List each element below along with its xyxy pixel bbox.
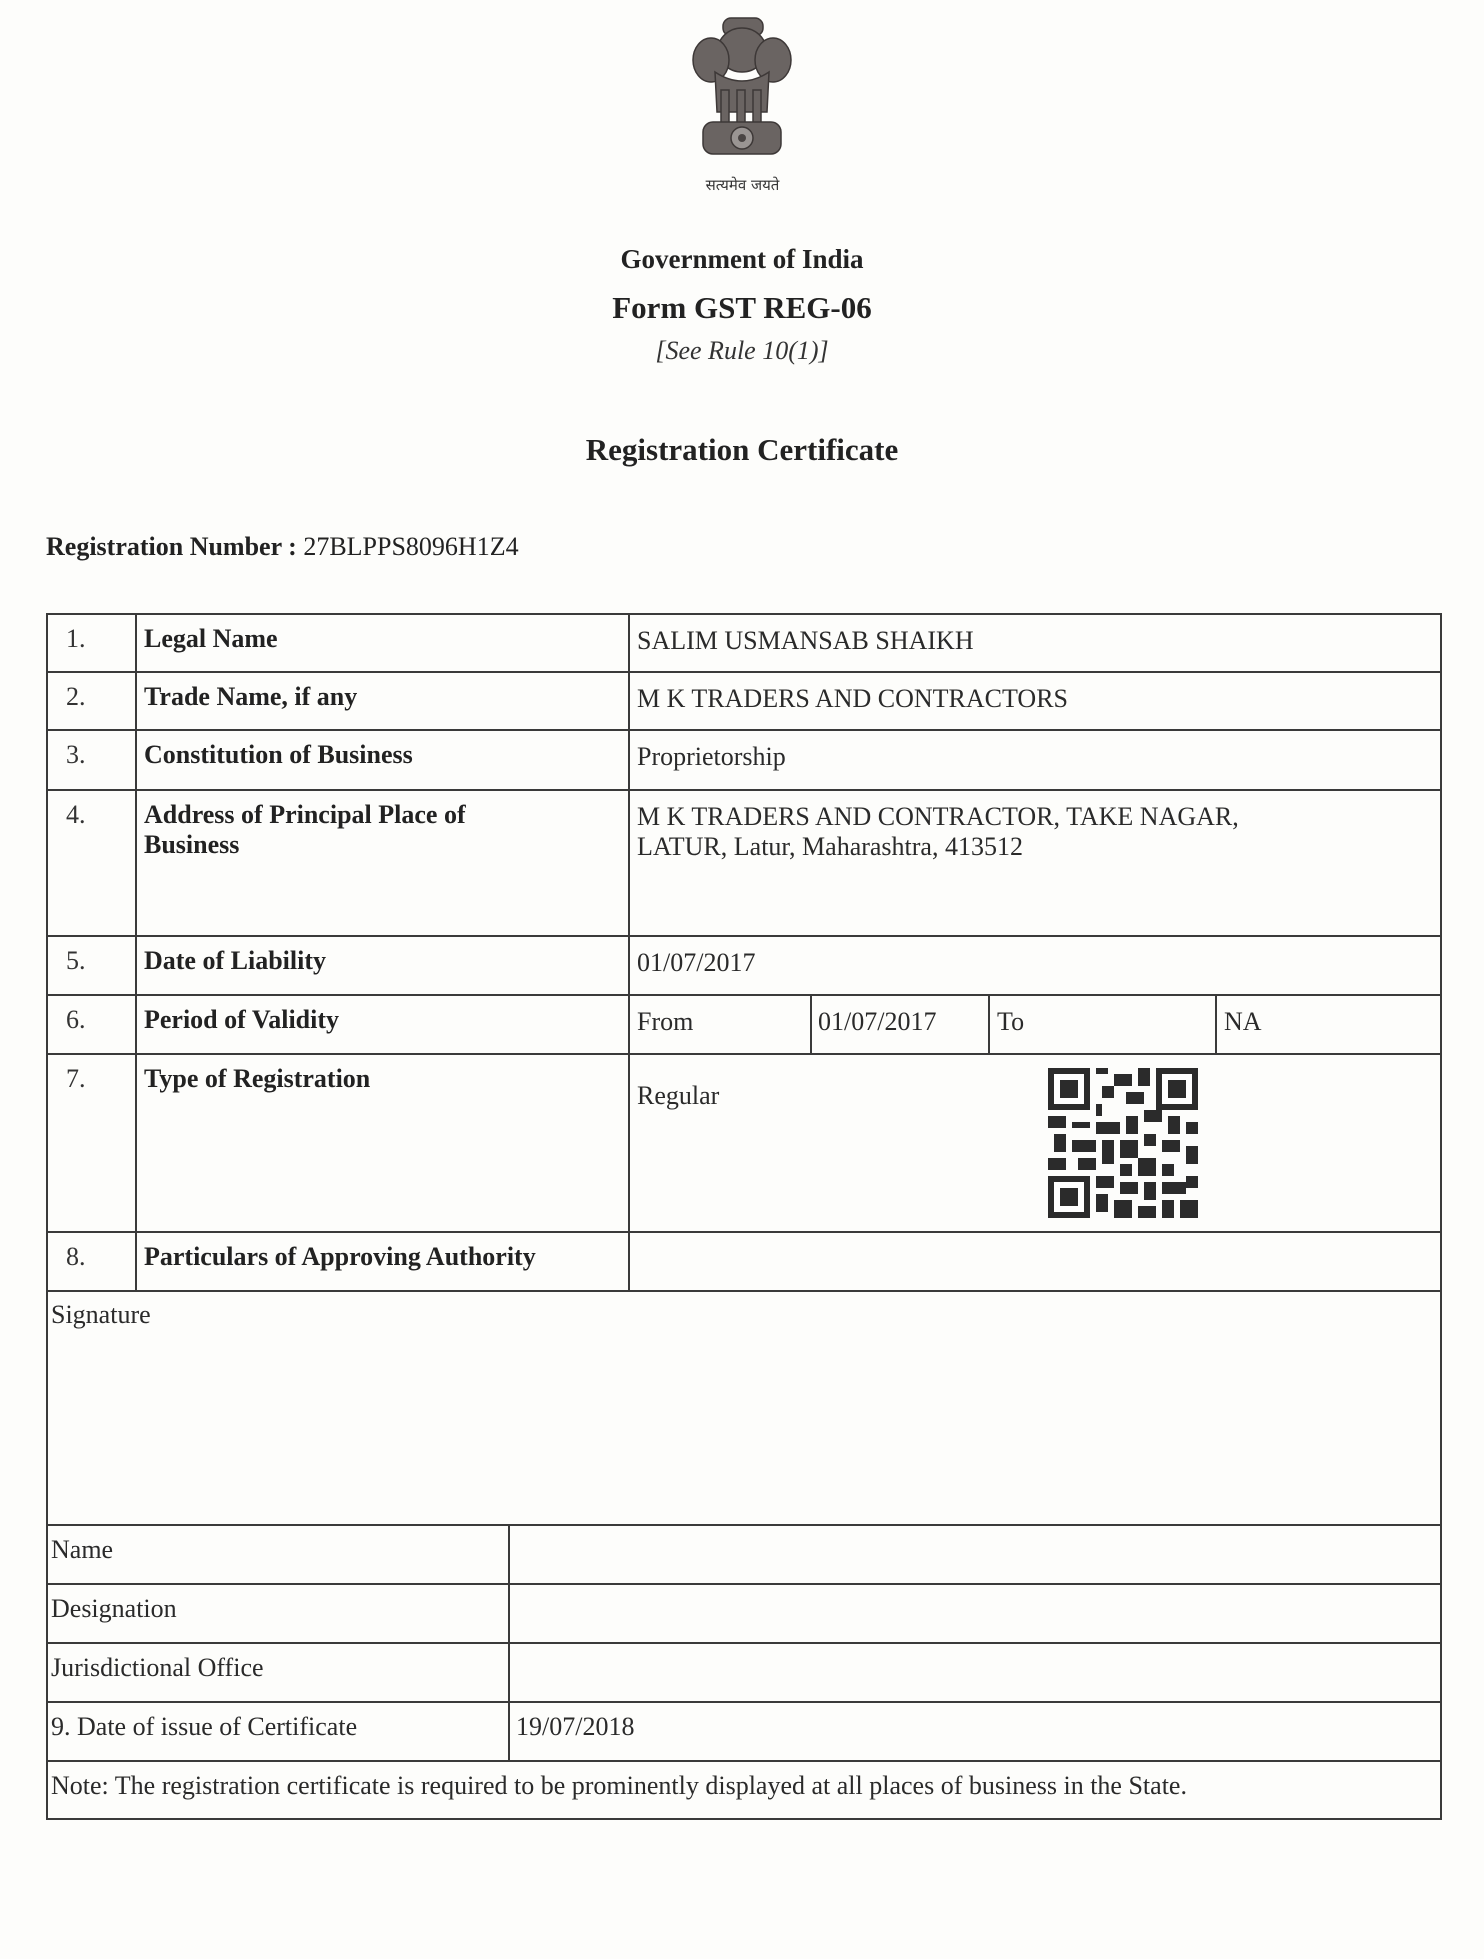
- form-title: Form GST REG-06: [612, 290, 872, 325]
- row-divider: [46, 1053, 1442, 1055]
- col-divider: [1215, 994, 1217, 1055]
- table-border: [1440, 613, 1442, 1820]
- row-number: 2.: [66, 682, 86, 711]
- national-emblem-icon: [685, 10, 800, 170]
- constitution-label: Constitution of Business: [144, 740, 413, 769]
- validity-from-value: 01/07/2017: [818, 1007, 937, 1036]
- registration-type-label: Type of Registration: [144, 1064, 371, 1093]
- validity-from-label: From: [637, 1007, 694, 1036]
- row-number: 6.: [66, 1005, 86, 1034]
- row-number: 3.: [66, 740, 86, 769]
- approving-authority-label: Particulars of Approving Authority: [144, 1242, 536, 1271]
- col-divider: [135, 613, 137, 1292]
- address-label: Address of Principal Place of Business: [144, 800, 466, 859]
- row-number: 1.: [66, 624, 86, 653]
- trade-name-label: Trade Name, if any: [144, 682, 358, 711]
- qr-code-icon: [1048, 1068, 1198, 1218]
- row-number: 4.: [66, 800, 86, 829]
- validity-to-label: To: [997, 1007, 1025, 1036]
- col-divider: [988, 994, 990, 1055]
- row-divider: [46, 935, 1442, 937]
- liability-date-value: 01/07/2017: [637, 948, 756, 977]
- validity-label: Period of Validity: [144, 1005, 340, 1034]
- issue-date-label: 9. Date of issue of Certificate: [51, 1712, 358, 1741]
- col-divider: [628, 613, 630, 1292]
- registration-number-label: Registration Number :: [46, 532, 297, 561]
- row-divider: [46, 1290, 1442, 1292]
- legal-name-value: SALIM USMANSAB SHAIKH: [637, 626, 974, 655]
- registration-number: [46, 532, 519, 562]
- row-divider: [46, 729, 1442, 731]
- constitution-value: Proprietorship: [637, 742, 786, 771]
- row-number: 7.: [66, 1064, 86, 1093]
- row-divider: [46, 1701, 1442, 1703]
- registration-number-value: 27BLPPS8096H1Z4: [303, 532, 519, 561]
- address-value-line2: LATUR, Latur, Maharashtra, 413512: [637, 832, 1023, 861]
- address-value-line1: M K TRADERS AND CONTRACTOR, TAKE NAGAR,: [637, 802, 1239, 831]
- col-divider: [810, 994, 812, 1055]
- row-divider: [46, 1524, 1442, 1526]
- row-divider: [46, 1583, 1442, 1585]
- trade-name-value: M K TRADERS AND CONTRACTORS: [637, 684, 1069, 713]
- row-number: 8.: [66, 1242, 86, 1271]
- liability-date-label: Date of Liability: [144, 946, 326, 975]
- issue-date-value: 19/07/2018: [516, 1712, 635, 1741]
- table-border: [46, 1818, 1442, 1820]
- row-divider: [46, 1231, 1442, 1233]
- row-number: 5.: [66, 946, 86, 975]
- row-divider: [46, 789, 1442, 791]
- registration-type-value: Regular: [637, 1081, 720, 1110]
- row-divider: [46, 994, 1442, 996]
- row-divider: [46, 671, 1442, 673]
- rule-reference: [See Rule 10(1)]: [655, 336, 829, 365]
- row-divider: [46, 1760, 1442, 1762]
- display-note: Note: The registration certificate is required to be prominently displayed at all places of business in the State.: [51, 1771, 1187, 1800]
- table-border: [46, 613, 1442, 615]
- emblem-motto: सत्यमेव जयते: [705, 176, 780, 194]
- jurisdictional-office-label: Jurisdictional Office: [51, 1653, 264, 1682]
- table-border: [46, 613, 48, 1820]
- validity-to-value: NA: [1224, 1007, 1262, 1036]
- designation-label: Designation: [51, 1594, 177, 1623]
- legal-name-label: Legal Name: [144, 624, 278, 653]
- signature-label: Signature: [51, 1300, 151, 1329]
- row-divider: [46, 1642, 1442, 1644]
- government-title: Government of India: [620, 244, 864, 274]
- certificate-title: Registration Certificate: [585, 432, 899, 467]
- name-label: Name: [51, 1535, 114, 1564]
- col-divider: [508, 1524, 510, 1761]
